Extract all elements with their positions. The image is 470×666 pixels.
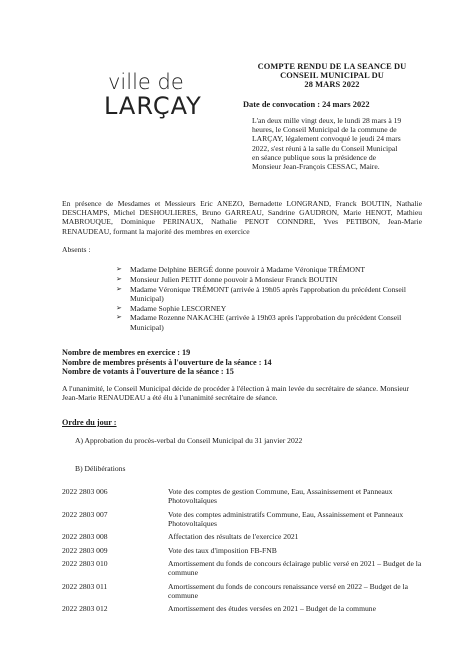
absents-list <box>116 265 416 332</box>
list-item: ➢ Monsieur Julien PETIT donne pouvoir à Monsieur Franck BOUTIN <box>116 274 338 284</box>
list-item: ➢ Madame Delphine BERGÉ donne pouvoir à Madame Véronique TRÉMONT <box>116 265 366 274</box>
deliberation-number: 2022 2803 010 <box>62 558 108 568</box>
arrow-bullet-icon: ➢ <box>116 303 122 312</box>
agenda-item-b: B) Délibérations <box>75 464 126 473</box>
deliberation-number: 2022 2803 007 <box>62 509 108 519</box>
arrow-bullet-icon: ➢ <box>116 284 122 293</box>
deliberation-number: 2022 2803 009 <box>62 545 108 555</box>
deliberation-title: Amortissement des études versées en 2021 – Budget de la commune <box>168 604 376 614</box>
list-item: ➢ Madame Rozenne NAKACHE (arrivée à 19h03 après l'approbation du précédent Conseil Municipal) <box>116 313 402 332</box>
table-row <box>62 582 432 605</box>
list-item: ➢ Madame Sophie LESCORNEY <box>116 303 227 313</box>
table-row <box>62 604 432 617</box>
count-presents: Nombre de membres présents à l'ouverture de la séance : 14 <box>62 357 272 367</box>
logo-larcay-text: LARÇAY <box>104 92 202 120</box>
deliberation-title: Vote des comptes de gestion Commune, Eau, Assainissement et Panneaux Photovoltaïques <box>168 487 393 506</box>
intro-paragraph: L'an deux mille vingt deux, le lundi 28 mars à 19 heures, le Conseil Municipal de la commune de LARÇAY, légalement convoqué le jeudi 24 mars 2022, s'est réuni à la salle du Conseil Municipal en séance publique sous la présidence de Monsieur Jean-François CESSAC, Maire. <box>252 116 402 172</box>
deliberation-number: 2022 2803 006 <box>62 487 108 496</box>
deliberation-title: Vote des taux d'imposition FB-FNB <box>168 545 277 555</box>
document-title <box>247 62 417 89</box>
absents-label: Absents : <box>62 245 91 254</box>
arrow-bullet-icon: ➢ <box>116 265 122 273</box>
list-item: ➢ Madame Véronique TRÉMONT (arrivée à 19h05 après l'approbation du précédent Conseil Municipal) <box>116 284 406 303</box>
member-counts <box>62 348 272 377</box>
count-exercice: Nombre de membres en exercice : 19 <box>62 348 191 357</box>
agenda-heading: Ordre du jour : <box>62 418 117 427</box>
deliberations-table <box>62 487 432 618</box>
deliberation-number: 2022 2803 011 <box>62 581 108 591</box>
title-line-1: COMPTE RENDU DE LA SEANCE DU <box>257 62 407 71</box>
deliberation-title: Amortissement du fonds de concours éclairage public versé en 2021 – Budget de la commune <box>168 558 422 578</box>
town-logo <box>100 70 200 130</box>
deliberation-title: Affectation des résultats de l'exercice 2021 <box>168 532 299 542</box>
presents-paragraph: En présence de Mesdames et Messieurs Eric ANEZO, Bernadette LONGRAND, Franck BOUTIN, Nathalie DESCHAMPS, Michel DESHOULIERES, Bruno GARREAU, Sandrine GAUDRON, Marie HENOT, Mathieu MABROUQUE, Dominique PERINAUX, Nathalie PENOT CONNDRE, Yves PETIBON, Jean-Marie RENAUDEAU, formant la majorité des membres en exercice <box>62 199 422 236</box>
table-row <box>62 546 432 559</box>
deliberation-number: 2022 2803 012 <box>62 604 108 614</box>
title-line-3: 28 MARS 2022 <box>304 80 360 89</box>
deliberation-title: Vote des comptes administratifs Commune, Eau, Assainissement et Panneaux Photovoltaïques <box>168 509 404 528</box>
table-row <box>62 510 432 533</box>
arrow-bullet-icon: ➢ <box>116 274 122 283</box>
logo-ville-text: ville de <box>108 70 184 94</box>
deliberation-title: Amortissement du fonds de concours renaissance versé en 2022 – Budget de la commune <box>168 581 408 600</box>
table-row <box>62 487 432 510</box>
convocation-date: Date de convocation : 24 mars 2022 <box>243 100 370 109</box>
title-line-2: CONSEIL MUNICIPAL DU <box>280 71 384 80</box>
arrow-bullet-icon: ➢ <box>116 313 122 322</box>
secretary-election-paragraph: A l'unanimité, le Conseil Municipal décide de procéder à l'élection à main levée du secrétaire de séance. Monsieur Jean-Marie RENAUDEAU a été élu à l'unanimité secrétaire de séance. <box>62 384 410 403</box>
deliberation-number: 2022 2803 008 <box>62 532 108 542</box>
count-votants: Nombre de votants à l'ouverture de la séance : 15 <box>62 367 234 377</box>
agenda-item-a: A) Approbation du procès-verbal du Conseil Municipal du 31 janvier 2022 <box>75 436 303 445</box>
table-row <box>62 532 432 545</box>
table-row <box>62 559 432 582</box>
